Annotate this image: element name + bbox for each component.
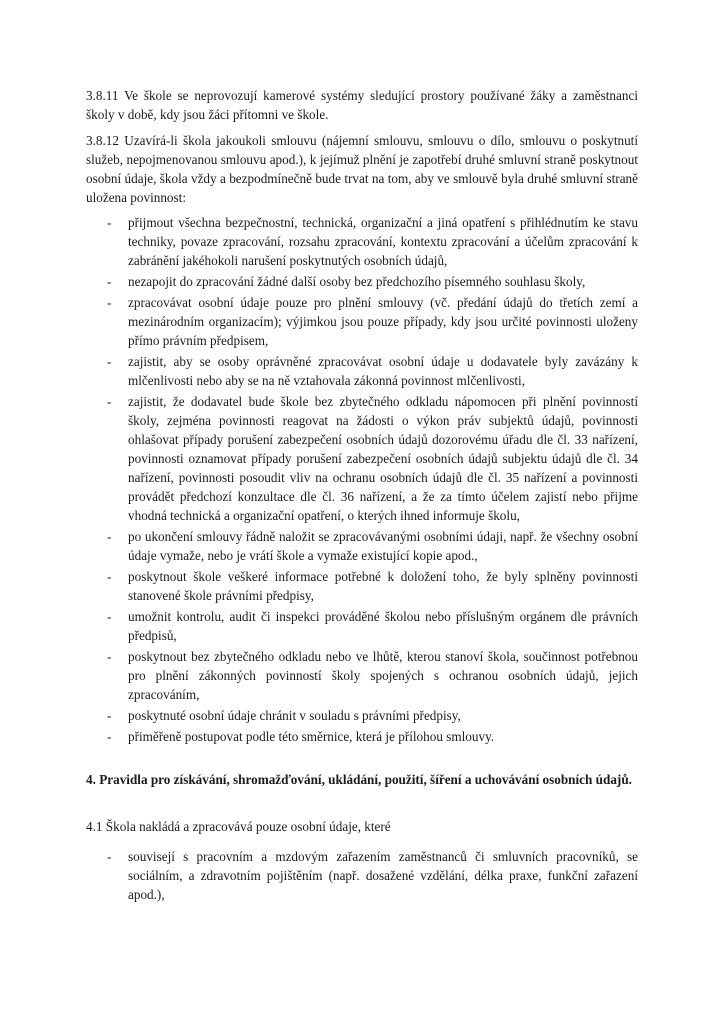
list-item — [86, 607, 638, 645]
list-item — [86, 352, 638, 390]
dash-bullet: - — [107, 729, 112, 744]
list-item — [86, 213, 638, 270]
list-item — [86, 567, 638, 605]
list-item — [86, 527, 638, 565]
dash-bullet: - — [107, 708, 112, 723]
dash-bullet: - — [107, 274, 112, 289]
dash-bullet: - — [107, 609, 112, 624]
list-item — [86, 727, 638, 746]
list-item — [86, 392, 638, 525]
list-item-text: po ukončení smlouvy řádně naložit se zpracovávanými osobními údaji, např. že všechny osobní údaje vymaže, nebo je vrátí škole a vymaže existující kopie apod., — [128, 529, 638, 563]
list-item-text: poskytnuté osobní údaje chránit v souladu s právními předpisy, — [128, 708, 461, 723]
list-item — [86, 647, 638, 704]
list-item-text: zajistit, aby se osoby oprávněné zpracovávat osobní údaje u dodavatele byly zavázány k mlčenlivosti nebo aby se na ně vztahovala zákonná povinnost mlčenlivosti, — [128, 354, 638, 388]
list-item — [86, 706, 638, 725]
list-item — [86, 847, 638, 904]
dash-bullet: - — [107, 529, 112, 544]
list-item — [86, 272, 638, 291]
section-4-1-list — [86, 847, 638, 904]
section-4-heading: 4. Pravidla pro získávání, shromažďování, ukládání, použití, šíření a uchovávání osobních údajů. — [86, 772, 632, 787]
dash-bullet: - — [107, 649, 112, 664]
dash-bullet: - — [107, 394, 112, 409]
dash-bullet: - — [107, 215, 112, 230]
list-item-text: zajistit, že dodavatel bude škole bez zbytečného odkladu nápomocen při plnění povinností školy, zejména povinnosti reagovat na žádosti o výkon práv subjektů údajů, povinnosti ohlašovat případy porušení zabezpečení osobních údajů dozorovému úřadu dle čl. 33 nařízení, povinnosti oznamovat případy porušení zabezpečení osobních údajů subjektu údajů dle čl. 34 nařízení, povinnosti posoudit vliv na ochranu osobních údajů dle čl. 35 nařízení a povinnosti provádět předchozí konzultace dle čl. 36 nařízení, a že za tímto účelem zajistí nebo přijme vhodná technická a organizační opatření, o kterých ihned informuje školu, — [128, 394, 638, 523]
dash-bullet: - — [107, 569, 112, 584]
list-item-text: souvisejí s pracovním a mzdovým zařazením zaměstnanců či smluvních pracovníků, se sociálním, a zdravotním pojištěním (např. dosažené vzdělání, délka praxe, funkční zařazení apod.), — [128, 849, 638, 902]
list-item-text: umožnit kontrolu, audit či inspekci prováděné školou nebo příslušným orgánem dle právních předpisů, — [128, 609, 638, 643]
list-item-text: poskytnout bez zbytečného odkladu nebo ve lhůtě, kterou stanoví škola, součinnost potřebnou pro plnění zákonných povinností školy spojených s ochranou osobních údajů, jejich zpracováním, — [128, 649, 638, 702]
dash-bullet: - — [107, 354, 112, 369]
list-item-text: poskytnout škole veškeré informace potřebné k doložení toho, že byly splněny povinnosti stanovené škole právními předpisy, — [128, 569, 638, 603]
dash-bullet: - — [107, 295, 112, 310]
list-item-text: zpracovávat osobní údaje pouze pro plnění smlouvy (vč. předání údajů do třetích zemí a mezinárodním organizacím); výjimkou jsou pouze případy, kdy jsou určité povinnosti uloženy přímo právním předpisem, — [128, 295, 638, 348]
list-item-text: přiměřeně postupovat podle této směrnice, která je přílohou smlouvy. — [128, 729, 495, 744]
list-item-text: přijmout všechna bezpečnostní, technická, organizační a jiná opatření s přihlédnutím ke stavu techniky, povaze zpracování, rozsahu zpracování, kontextu zpracování a účelům zpracování k zabránění jakéhokoli narušení poskytnutých osobních údajů, — [128, 215, 638, 268]
list-item-text: nezapojit do zpracování žádné další osoby bez předchozího písemného souhlasu školy, — [128, 274, 586, 289]
obligations-list — [86, 213, 638, 746]
section-4-1: 4.1 Škola nakládá a zpracovává pouze osobní údaje, které — [86, 819, 391, 834]
section-3-8-11: 3.8.11 Ve škole se neprovozují kamerové systémy sledující prostory používané žáky a zaměstnanci školy v době, kdy jsou žáci přítomni ve škole. — [86, 88, 638, 122]
list-item — [86, 293, 638, 350]
dash-bullet: - — [107, 849, 112, 864]
section-3-8-12: 3.8.12 Uzavírá-li škola jakoukoli smlouvu (nájemní smlouvu, smlouvu o dílo, smlouvu o poskytnutí služeb, nepojmenovanou smlouvu apod.), k jejímuž plnění je zapotřebí druhé smluvní straně poskytnout osobní údaje, škola vždy a bezpodmínečně bude trvat na tom, aby ve smlouvě byla druhé smluvní straně uložena povinnost: — [86, 133, 638, 205]
